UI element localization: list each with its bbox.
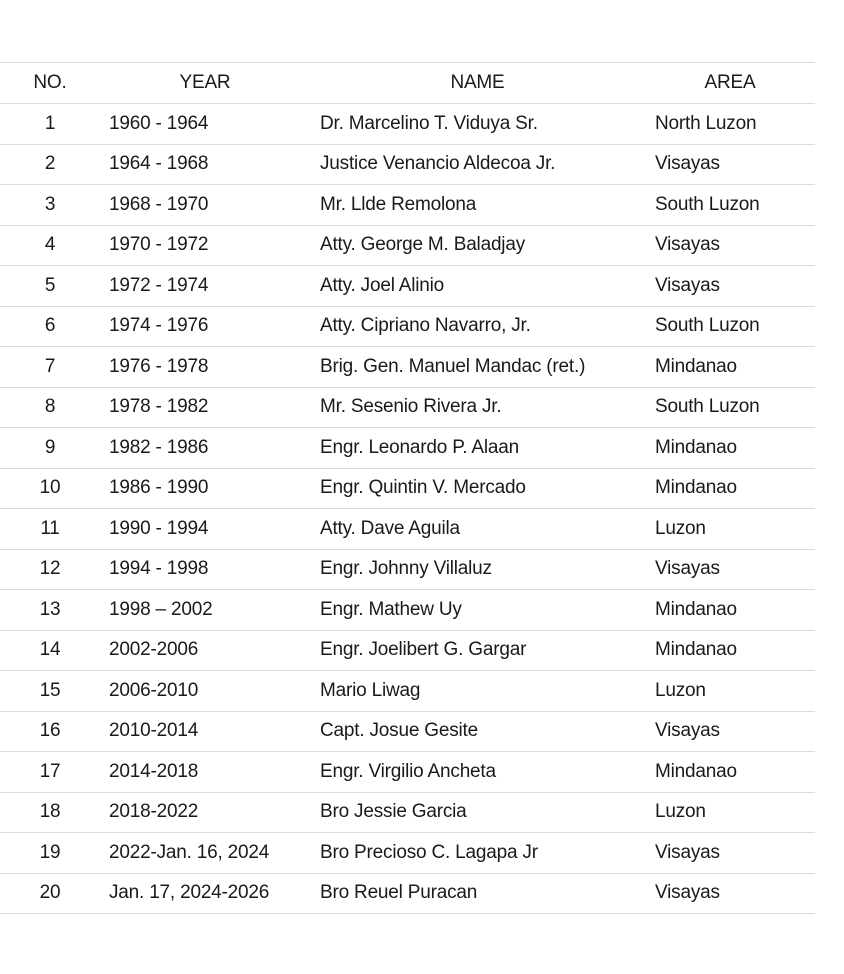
cell-area: Visayas [655,720,720,742]
cell-year: 2022-Jan. 16, 2024 [109,841,270,863]
cell-year: 2002-2006 [109,639,199,661]
cell-year: 2018-2022 [109,801,199,823]
cell-year: 1986 - 1990 [109,477,209,499]
cell-no: 16 [39,720,61,742]
cell-no: 4 [44,234,56,256]
cell-no: 3 [44,193,56,215]
cell-name: Capt. Josue Gesite [320,720,478,742]
cell-year: 1990 - 1994 [109,517,209,539]
cell-name: Bro Precioso C. Lagapa Jr [320,841,538,863]
cell-area: Mindanao [655,639,737,661]
table-row [0,509,815,550]
cell-area: Luzon [655,517,706,539]
cell-name: Engr. Joelibert G. Gargar [320,639,527,661]
cell-no: 20 [39,882,61,904]
cell-no: 14 [39,639,61,661]
cell-year: 1976 - 1978 [109,355,209,377]
cell-name: Atty. Dave Aguila [320,517,460,539]
cell-area: Visayas [655,882,720,904]
cell-year: 1960 - 1964 [109,112,209,134]
cell-area: Mindanao [655,598,737,620]
cell-year: 1982 - 1986 [109,436,209,458]
table-row [0,550,815,591]
cell-area: Mindanao [655,760,737,782]
cell-name: Atty. Joel Alinio [320,274,445,296]
table-row [0,104,815,145]
cell-name: Brig. Gen. Manuel Mandac (ret.) [320,355,586,377]
cell-area: Visayas [655,558,720,580]
cell-name: Atty. Cipriano Navarro, Jr. [320,315,531,337]
table-row [0,226,815,267]
cell-year: 1964 - 1968 [109,153,209,175]
header-no: NO. [33,72,67,93]
cell-year: Jan. 17, 2024-2026 [109,882,270,904]
cell-no: 19 [39,841,61,863]
cell-no: 2 [44,153,56,175]
header-year: YEAR [179,72,231,93]
cell-no: 1 [44,112,56,134]
table-row [0,874,815,915]
cell-year: 1968 - 1970 [109,193,209,215]
cell-name: Engr. Johnny Villaluz [320,558,492,580]
cell-name: Mr. Llde Remolona [320,193,477,215]
cell-name: Mr. Sesenio Rivera Jr. [320,396,502,418]
cell-area: South Luzon [655,193,760,215]
table-row [0,833,815,874]
cell-no: 12 [39,558,61,580]
table-row [0,671,815,712]
cell-name: Atty. George M. Baladjay [320,234,525,256]
cell-year: 2006-2010 [109,679,199,701]
cell-no: 9 [44,436,56,458]
cell-name: Mario Liwag [320,679,421,701]
cell-area: Visayas [655,153,720,175]
cell-year: 1970 - 1972 [109,234,209,256]
cell-name: Engr. Quintin V. Mercado [320,477,526,499]
cell-name: Bro Reuel Puracan [320,882,478,904]
table-row [0,712,815,753]
cell-name: Engr. Mathew Uy [320,598,462,620]
cell-year: 2014-2018 [109,760,199,782]
presidents-table [0,62,815,914]
cell-area: Visayas [655,841,720,863]
table-row [0,428,815,469]
cell-area: South Luzon [655,396,760,418]
cell-area: South Luzon [655,315,760,337]
table-row [0,793,815,834]
cell-name: Bro Jessie Garcia [320,801,467,823]
cell-year: 2010-2014 [109,720,199,742]
cell-area: Mindanao [655,355,737,377]
cell-no: 5 [44,274,56,296]
table-row [0,752,815,793]
cell-area: Visayas [655,234,720,256]
cell-area: Visayas [655,274,720,296]
cell-name: Engr. Leonardo P. Alaan [320,436,519,458]
table-header-row [0,63,815,104]
cell-year: 1974 - 1976 [109,315,209,337]
cell-no: 7 [44,355,56,377]
table-body [0,104,815,914]
table-row [0,185,815,226]
cell-area: Mindanao [655,477,737,499]
cell-no: 13 [39,598,61,620]
table-row [0,347,815,388]
table-row [0,469,815,510]
cell-no: 18 [39,801,61,823]
table-row [0,631,815,672]
cell-area: Mindanao [655,436,737,458]
cell-area: North Luzon [655,112,757,134]
table-row [0,388,815,429]
cell-no: 11 [40,517,60,539]
cell-no: 15 [39,679,61,701]
table-row [0,145,815,186]
table-row [0,590,815,631]
table-row [0,307,815,348]
cell-no: 6 [44,315,56,337]
cell-no: 10 [39,477,61,499]
cell-area: Luzon [655,801,706,823]
cell-year: 1994 - 1998 [109,558,209,580]
cell-name: Dr. Marcelino T. Viduya Sr. [320,112,538,134]
cell-year: 1972 - 1974 [109,274,209,296]
cell-name: Justice Venancio Aldecoa Jr. [320,153,556,175]
header-area: AREA [704,72,756,93]
cell-name: Engr. Virgilio Ancheta [320,760,496,782]
cell-year: 1978 - 1982 [109,396,209,418]
cell-area: Luzon [655,679,706,701]
header-name: NAME [450,72,505,93]
cell-year: 1998 – 2002 [109,598,213,620]
cell-no: 8 [44,396,56,418]
cell-no: 17 [39,760,61,782]
table-row [0,266,815,307]
